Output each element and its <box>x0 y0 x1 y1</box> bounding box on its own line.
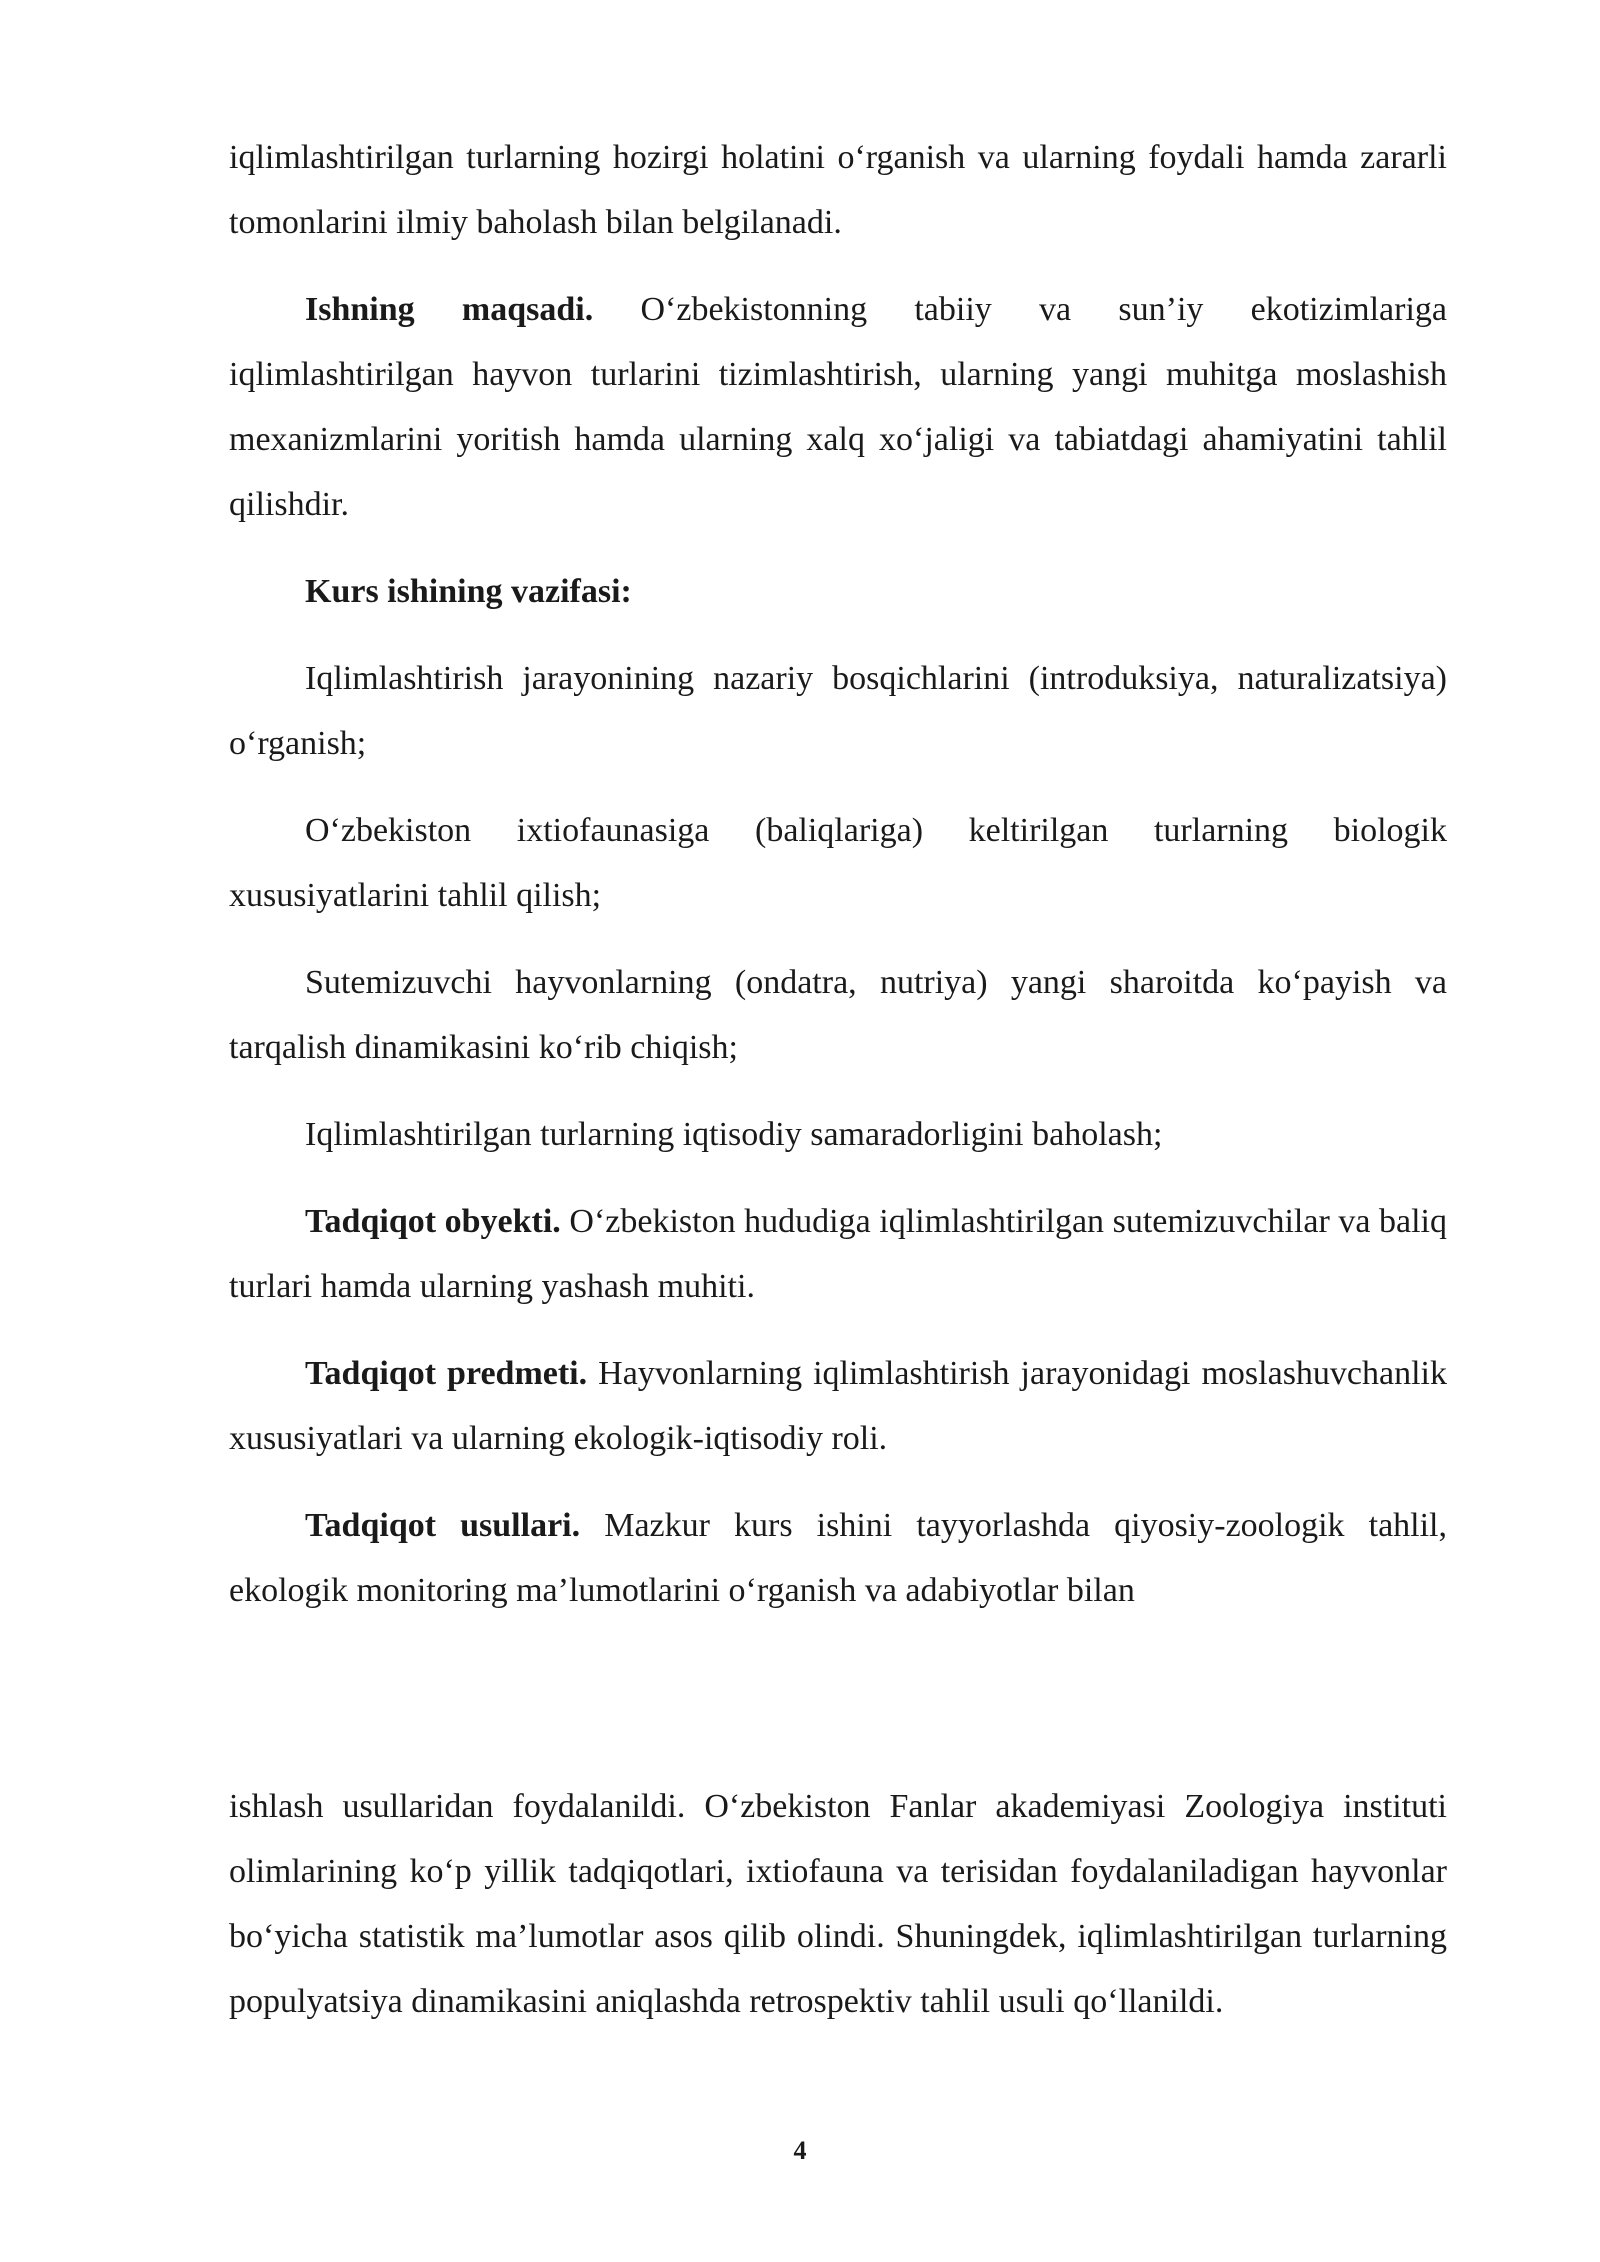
paragraph-heading: Tadqiqot usullari. <box>305 1507 581 1544</box>
paragraph-break-gap <box>229 1645 1447 1774</box>
paragraph-research-methods <box>229 1493 1447 1623</box>
paragraph-intro-continuation <box>229 125 1447 255</box>
paragraph-text: ishlash usullaridan foydalanildi. O‘zbekiston Fanlar akademiyasi Zoologiya instituti olimlarining ko‘p yillik tadqiqotlari, ixtiofauna va terisidan foydalaniladigan hayvonlar bo‘yicha statistik ma’lumotlar asos qilib olindi. Shuningdek, iqlimlashtirilgan turlarning populyatsiya dinamikasini aniqlashda retrospektiv tahlil usuli qo‘llanildi. <box>229 1788 1447 2020</box>
paragraph-text: Iqlimlashtirish jarayonining nazariy bosqichlarini (introduksiya, naturalizatsiya) o‘rganish; <box>229 660 1447 762</box>
paragraph-text: Iqlimlashtirilgan turlarning iqtisodiy samaradorligini baholash; <box>305 1116 1163 1153</box>
paragraph-heading: Tadqiqot obyekti. <box>305 1203 561 1240</box>
paragraph-task-1 <box>229 646 1447 776</box>
paragraph-heading: Tadqiqot predmeti. <box>305 1355 588 1392</box>
paragraph-research-object <box>229 1189 1447 1319</box>
paragraph-task-4 <box>229 1102 1447 1167</box>
document-page <box>229 125 1447 2056</box>
paragraph-text: Hayvonlarning iqlimlashtirish jarayonidagi moslashuvchanlik xususiyatlari va ularning ekologik-iqtisodiy roli. <box>229 1355 1448 1457</box>
paragraph-heading: Kurs ishining vazifasi: <box>305 573 632 610</box>
paragraph-tasks-heading <box>229 559 1447 624</box>
paragraph-text: Mazkur kurs ishini tayyorlashda qiyosiy-zoologik tahlil, ekologik monitoring ma’lumotlarini o‘rganish va adabiyotlar bilan <box>229 1507 1448 1609</box>
paragraph-goal <box>229 277 1447 537</box>
paragraph-text: O‘zbekistonning tabiiy va sun’iy ekotizimlariga iqlimlashtirilgan hayvon turlarini tizimlashtirish, ularning yangi muhitga moslashish mexanizmlarini yoritish hamda ularning xalq xo‘jaligi va tabiatdagi ahamiyatini tahlil qilishdir. <box>229 291 1448 523</box>
paragraph-methods-continuation <box>229 1774 1447 2034</box>
page-number: 4 <box>793 2136 807 2165</box>
paragraph-research-subject <box>229 1341 1447 1471</box>
paragraph-text: O‘zbekiston hududiga iqlimlashtirilgan sutemizuvchilar va baliq turlari hamda ularning yashash muhiti. <box>229 1203 1448 1305</box>
paragraph-heading: Ishning maqsadi. <box>305 291 594 328</box>
paragraph-text: Sutemizuvchi hayvonlarning (ondatra, nutriya) yangi sharoitda ko‘payish va tarqalish dinamikasini ko‘rib chiqish; <box>229 964 1447 1066</box>
paragraph-task-2 <box>229 798 1447 928</box>
paragraph-task-3 <box>229 950 1447 1080</box>
paragraph-text: O‘zbekiston ixtiofaunasiga (baliqlariga) keltirilgan turlarning biologik xususiyatlarini tahlil qilish; <box>229 812 1447 914</box>
paragraph-text: iqlimlashtirilgan turlarning hozirgi holatini o‘rganish va ularning foydali hamda zararli tomonlarini ilmiy baholash bilan belgilanadi. <box>229 139 1447 241</box>
